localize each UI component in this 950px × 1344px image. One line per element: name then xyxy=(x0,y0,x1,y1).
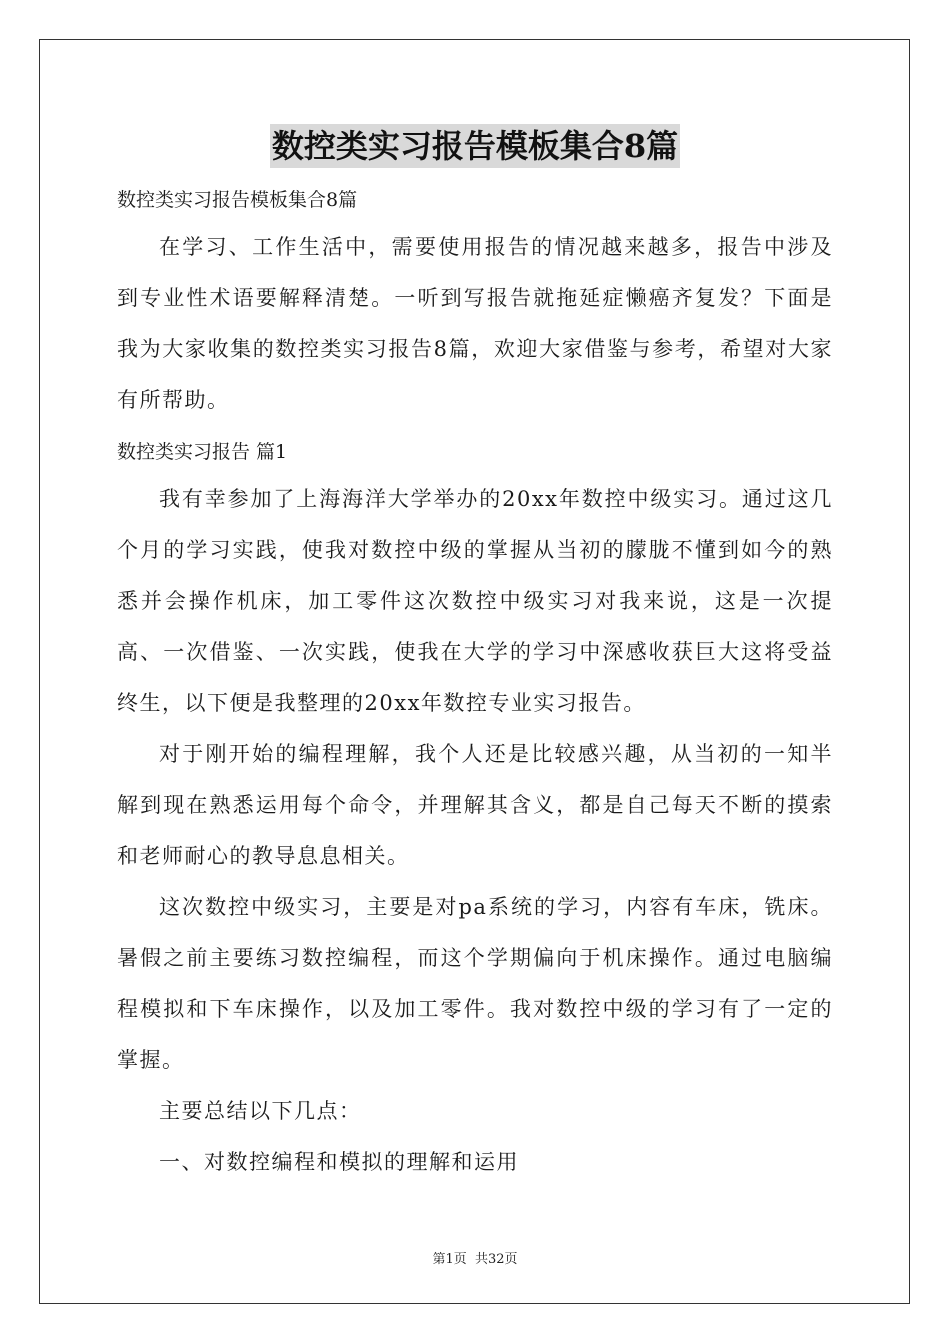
body-paragraph: 我有幸参加了上海海洋大学举办的20xx年数控中级实习。通过这几个月的学习实践，使我对数控中级的掌握从当初的朦胧不懂到如今的熟悉并会操作机床，加工零件这次数控中级实习对我来说，这是一次提高、一次借鉴、一次实践，使我在大学的学习中深感收获巨大这将受益终生，以下便是我整理的20xx年数控专业实习报告。 xyxy=(117,487,833,715)
body-paragraph: 对于刚开始的编程理解，我个人还是比较感兴趣，从当初的一知半解到现在熟悉运用每个命令，并理解其含义，都是自己每天不断的摸索和老师耐心的教导息息相关。 xyxy=(117,742,833,868)
intro-paragraph: 在学习、工作生活中，需要使用报告的情况越来越多，报告中涉及到专业性术语要解释清楚。一听到写报告就拖延症懒癌齐复发？下面是我为大家收集的数控类实习报告8篇，欢迎大家借鉴与参考，希望对大家有所帮助。 xyxy=(117,235,833,412)
body-paragraph: 这次数控中级实习，主要是对pa系统的学习，内容有车床，铣床。暑假之前主要练习数控编程，而这个学期偏向于机床操作。通过电脑编程模拟和下车床操作，以及加工零件。我对数控中级的学习有了一定的掌握。 xyxy=(117,895,833,1072)
title-container xyxy=(0,124,950,168)
document-body xyxy=(117,178,833,1188)
page-number: 第1页 xyxy=(432,1252,467,1267)
body-paragraph: 一、对数控编程和模拟的理解和运用 xyxy=(159,1150,519,1174)
document-subtitle: 数控类实习报告模板集合8篇 xyxy=(117,189,358,211)
body-paragraph: 主要总结以下几点： xyxy=(159,1099,362,1123)
page-footer xyxy=(0,1248,950,1267)
document-title: 数控类实习报告模板集合8篇 xyxy=(270,124,680,168)
page-total: 共32页 xyxy=(474,1252,518,1267)
section-heading: 数控类实习报告 篇1 xyxy=(117,441,288,463)
